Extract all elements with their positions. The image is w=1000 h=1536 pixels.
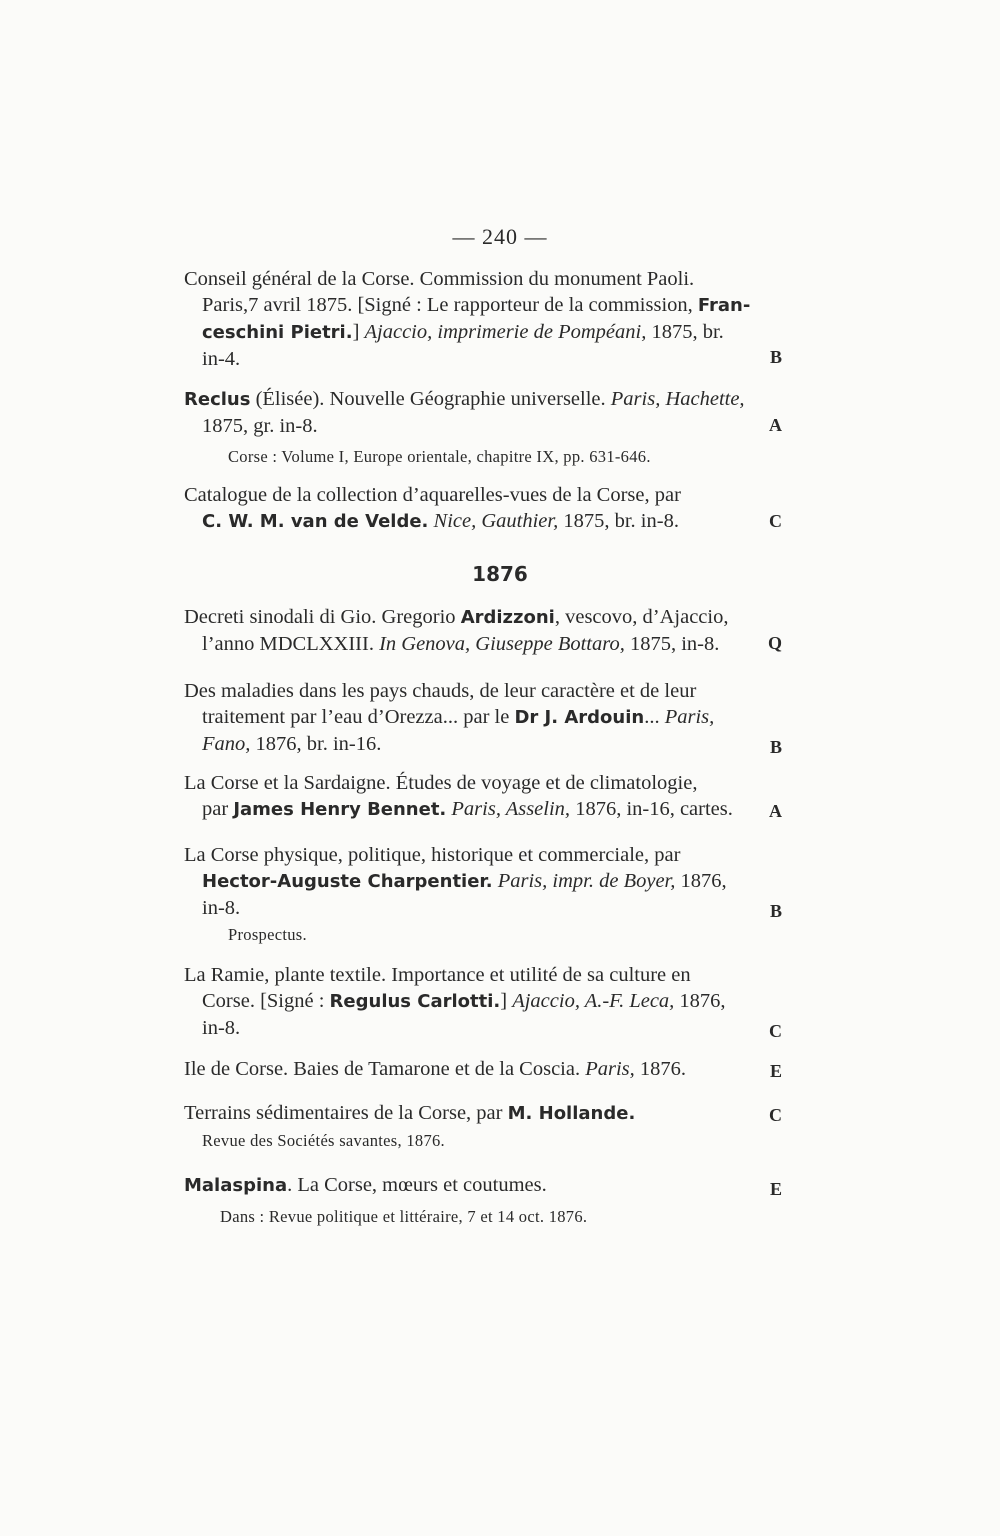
bibliography-entry [184, 678, 782, 757]
grade-letter: E [769, 1179, 782, 1199]
entry-line: Terrains sédimentaires de la Corse, par M. Hollande. [184, 1102, 636, 1124]
bibliography-entry [184, 266, 782, 372]
grade-letter: E [769, 1061, 782, 1081]
grade-letter: B [769, 347, 782, 367]
entry-line: Conseil général de la Corse. Commission du monument Paoli. [184, 268, 695, 290]
entry-line: La Corse et la Sardaigne. Études de voyage et de climatologie, [184, 772, 698, 794]
bibliography-entry [184, 1172, 782, 1229]
author-name: Malaspina [184, 1175, 288, 1196]
grade-letter: C [769, 511, 782, 531]
entry-note: Corse : Volume I, Europe orientale, chapitre IX, pp. 631-646. [228, 447, 651, 466]
entry-line: Fano, 1876, br. in-16. [202, 733, 382, 755]
grade-letter: C [769, 1021, 782, 1041]
entry-line: Corse. [Signé : Regulus Carlotti.] Ajaccio, A.-F. Leca, 1876, [202, 990, 726, 1012]
entry-line: Malaspina. La Corse, mœurs et coutumes. [184, 1174, 547, 1196]
bibliography-entry [184, 482, 782, 535]
entry-line: Reclus (Élisée). Nouvelle Géographie universelle. Paris, Hachette, [184, 388, 745, 410]
bibliography-entry [184, 962, 782, 1041]
bibliography-entry [184, 1056, 782, 1082]
bibliography-entry [184, 386, 782, 469]
entry-line: in-4. [202, 348, 241, 370]
entry-line: Ile de Corse. Baies de Tamarone et de la Coscia. Paris, 1876. [184, 1058, 687, 1080]
entry-line: ceschini Pietri.] Ajaccio, imprimerie de Pompéani, 1875, br. [202, 321, 724, 343]
entry-line: Des maladies dans les pays chauds, de leur caractère et de leur [184, 680, 697, 702]
entry-line: 1875, gr. in-8. [202, 415, 318, 437]
entry-line: Decreti sinodali di Gio. Gregorio Ardizzoni, vescovo, d’Ajaccio, [184, 606, 729, 628]
grade-letter: C [769, 1105, 782, 1125]
entry-note: Prospectus. [228, 925, 307, 944]
entry-note: Revue des Sociétés savantes, 1876. [202, 1131, 445, 1150]
grade-letter: B [769, 737, 782, 757]
entry-line: par James Henry Bennet. Paris, Asselin, 1876, in-16, cartes. [202, 798, 733, 820]
grade-letter: Q [767, 633, 782, 653]
entry-line: C. W. M. van de Velde. Nice, Gauthier, 1875, br. in-8. [202, 510, 679, 532]
entry-note: Dans : Revue politique et littéraire, 7 et 14 oct. 1876. [220, 1207, 588, 1226]
grade-letter: A [769, 415, 782, 435]
grade-letter: B [769, 901, 782, 921]
year-heading: 1876 [472, 562, 528, 586]
bibliography-entry [184, 604, 782, 657]
entry-line: Catalogue de la collection d’aquarelles-vues de la Corse, par [184, 484, 681, 506]
entry-line: La Ramie, plante textile. Importance et utilité de sa culture en [184, 964, 691, 986]
entry-line: traitement par l’eau d’Orezza... par le Dr J. Ardouin... Paris, [202, 706, 715, 728]
bibliography-entry [184, 1100, 782, 1153]
entry-line: La Corse physique, politique, historique et commerciale, par [184, 844, 681, 866]
page-number: — 240 — [452, 224, 548, 249]
bibliography-entry [184, 842, 782, 947]
entry-line: Paris,7 avril 1875. [Signé : Le rapporteur de la commission, Fran- [202, 294, 751, 316]
entry-line: in-8. [202, 1017, 241, 1039]
grade-letter: A [769, 801, 782, 821]
entry-line: in-8. [202, 897, 241, 919]
bibliography-entry [184, 770, 782, 823]
entry-line: l’anno MDCLXXIII. In Genova, Giuseppe Bottaro, 1875, in-8. [202, 633, 720, 655]
entry-line: Hector-Auguste Charpentier. Paris, impr. de Boyer, 1876, [202, 870, 727, 892]
author-name: Reclus [184, 389, 251, 410]
